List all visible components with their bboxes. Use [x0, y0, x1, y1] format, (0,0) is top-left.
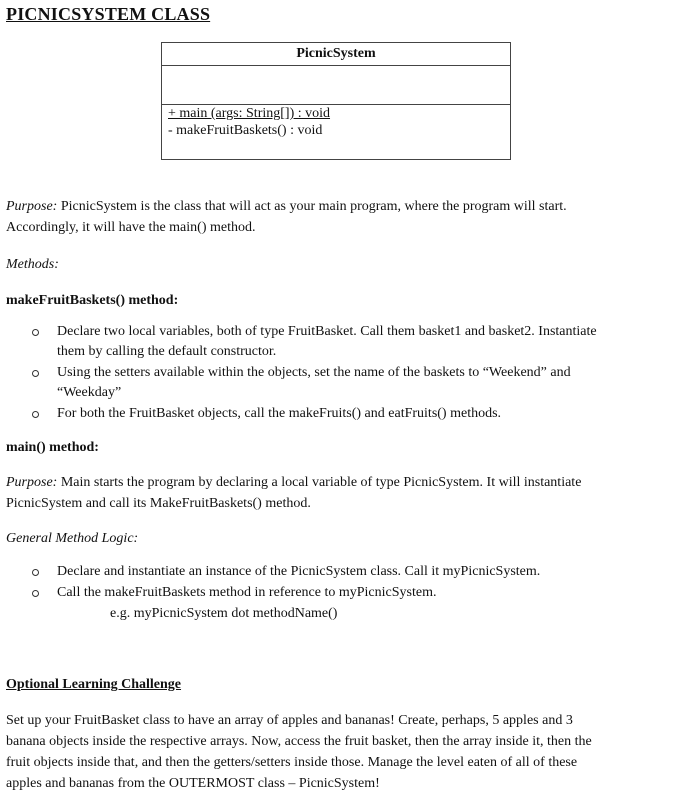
- challenge-line-4: apples and bananas from the OUTERMOST class – PicnicSystem!: [6, 776, 380, 791]
- uml-operations-section: [162, 105, 510, 139]
- list-item: For both the FruitBasket objects, call the makeFruits() and eatFruits() methods.: [32, 404, 672, 424]
- main-purpose-label: Purpose:: [6, 475, 58, 490]
- challenge-title: Optional Learning Challenge: [6, 677, 182, 692]
- makefruitbaskets-heading: makeFruitBaskets() method:: [6, 293, 179, 308]
- list-item: Declare and instantiate an instance of the PicnicSystem class. Call it myPicnicSystem.: [32, 562, 672, 582]
- main-purpose-paragraph: [6, 472, 581, 493]
- bullet-circle-icon: [32, 411, 39, 418]
- methods-label: Methods:: [6, 257, 59, 272]
- uml-attributes-section: [162, 66, 510, 105]
- challenge-line-3: fruit objects inside that, and then the getters/setters inside those. Manage the level eaten of all of these: [6, 755, 578, 770]
- list-item: Declare two local variables, both of type FruitBasket. Call them basket1 and basket2. Instantiate them by calling the default constructor.: [32, 322, 672, 362]
- uml-operation-makefruitbaskets: - makeFruitBaskets() : void: [168, 123, 323, 138]
- uml-operation-main: + main (args: String[]) : void: [168, 106, 331, 121]
- purpose-line-1: PicnicSystem is the class that will act as your main program, where the program will start.: [57, 199, 567, 214]
- main-purpose-line-2: PicnicSystem and call its MakeFruitBaskets() method.: [6, 496, 311, 511]
- purpose-line-2: Accordingly, it will have the main() method.: [6, 220, 256, 235]
- bullet-circle-icon: [32, 370, 39, 377]
- general-logic-label: General Method Logic:: [6, 531, 139, 546]
- page-heading: PICNICSYSTEM CLASS: [6, 4, 211, 24]
- main-purpose-line-1: Main starts the program by declaring a local variable of type PicnicSystem. It will instantiate: [57, 475, 582, 490]
- challenge-line-1: Set up your FruitBasket class to have an array of apples and bananas! Create, perhaps, 5 apples and 3: [6, 713, 573, 728]
- uml-class-diagram: [161, 42, 511, 160]
- challenge-line-2: banana objects inside the respective arrays. Now, access the fruit basket, then the array inside it, then the: [6, 734, 592, 749]
- purpose-paragraph: [6, 196, 567, 217]
- purpose-label: Purpose:: [6, 199, 58, 214]
- list-item: Call the makeFruitBaskets method in reference to myPicnicSystem.: [32, 583, 672, 603]
- example-line: e.g. myPicnicSystem dot methodName(): [110, 606, 338, 621]
- bullet-circle-icon: [32, 569, 39, 576]
- uml-class-name: PicnicSystem: [162, 43, 510, 66]
- list-item: Using the setters available within the objects, set the name of the baskets to “Weekend” and “Weekday”: [32, 363, 672, 403]
- bullet-circle-icon: [32, 329, 39, 336]
- bullet-circle-icon: [32, 590, 39, 597]
- main-method-heading: main() method:: [6, 440, 99, 455]
